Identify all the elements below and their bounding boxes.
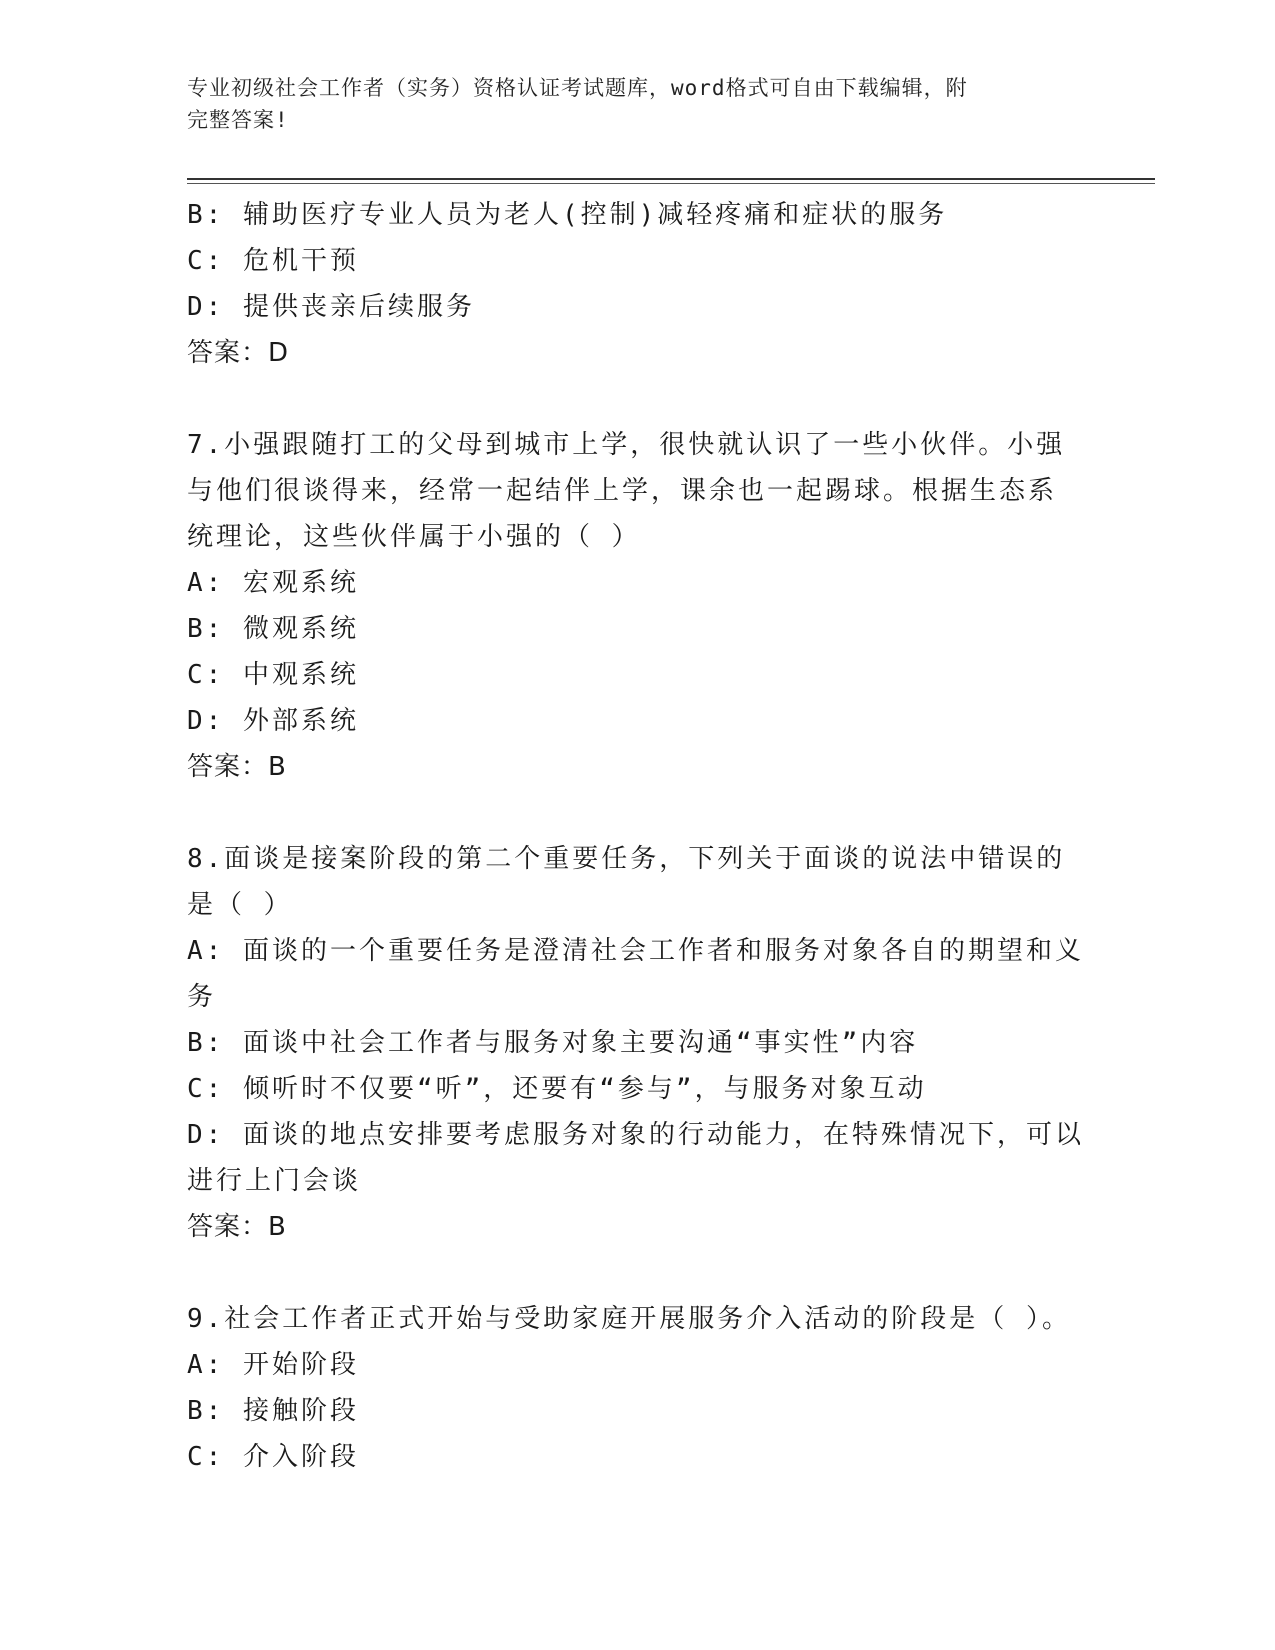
option-a: A: 开始阶段 (187, 1350, 359, 1380)
header-divider-thick (187, 178, 1155, 180)
option-c: C: 倾听时不仅要“听”，还要有“参与”，与服务对象互动 (187, 1074, 927, 1104)
option-a-continued: 务 (187, 982, 217, 1012)
answer-line: 答案：D (187, 338, 290, 368)
option-d-continued: 进行上门会谈 (187, 1166, 362, 1196)
question-stem-line: 8.面谈是接案阶段的第二个重要任务，下列关于面谈的说法中错误的 (187, 844, 1066, 874)
header-divider-thin (187, 183, 1155, 184)
option-c: C: 中观系统 (187, 660, 359, 690)
option-d: D: 提供丧亲后续服务 (187, 292, 475, 322)
answer-line: 答案：B (187, 1212, 287, 1242)
header-title-line-1: 专业初级社会工作者（实务）资格认证考试题库，word格式可自由下载编辑，附 (187, 76, 968, 100)
question-stem-line: 与他们很谈得来，经常一起结伴上学，课余也一起踢球。根据生态系 (187, 476, 1058, 506)
question-8 (187, 836, 1087, 1250)
option-a: A: 面谈的一个重要任务是澄清社会工作者和服务对象各自的期望和义 (187, 936, 1084, 966)
header-title-line-2: 完整答案! (187, 108, 289, 132)
option-d: D: 外部系统 (187, 706, 359, 736)
question-9 (187, 1296, 1087, 1480)
option-b: B: 面谈中社会工作者与服务对象主要沟通“事实性”内容 (187, 1028, 919, 1058)
question-stem-line: 统理论，这些伙伴属于小强的（ ） (187, 522, 641, 552)
spacer (187, 1250, 1087, 1296)
question-content (187, 192, 1087, 1480)
answer-line: 答案：B (187, 752, 287, 782)
question-stem-line: 是（ ） (187, 890, 293, 920)
option-c: C: 危机干预 (187, 246, 359, 276)
option-b: B: 微观系统 (187, 614, 359, 644)
option-b: B: 辅助医疗专业人员为老人(控制)减轻疼痛和症状的服务 (187, 200, 948, 230)
option-c: C: 介入阶段 (187, 1442, 359, 1472)
question-stem-line: 9.社会工作者正式开始与受助家庭开展服务介入活动的阶段是（ ）。 (187, 1304, 1071, 1334)
option-a: A: 宏观系统 (187, 568, 359, 598)
question-stem-line: 7.小强跟随打工的父母到城市上学，很快就认识了一些小伙伴。小强 (187, 430, 1066, 460)
option-d: D: 面谈的地点安排要考虑服务对象的行动能力，在特殊情况下，可以 (187, 1120, 1084, 1150)
document-header (187, 72, 1087, 136)
option-b: B: 接触阶段 (187, 1396, 359, 1426)
question-7 (187, 422, 1087, 790)
spacer (187, 376, 1087, 422)
spacer (187, 790, 1087, 836)
